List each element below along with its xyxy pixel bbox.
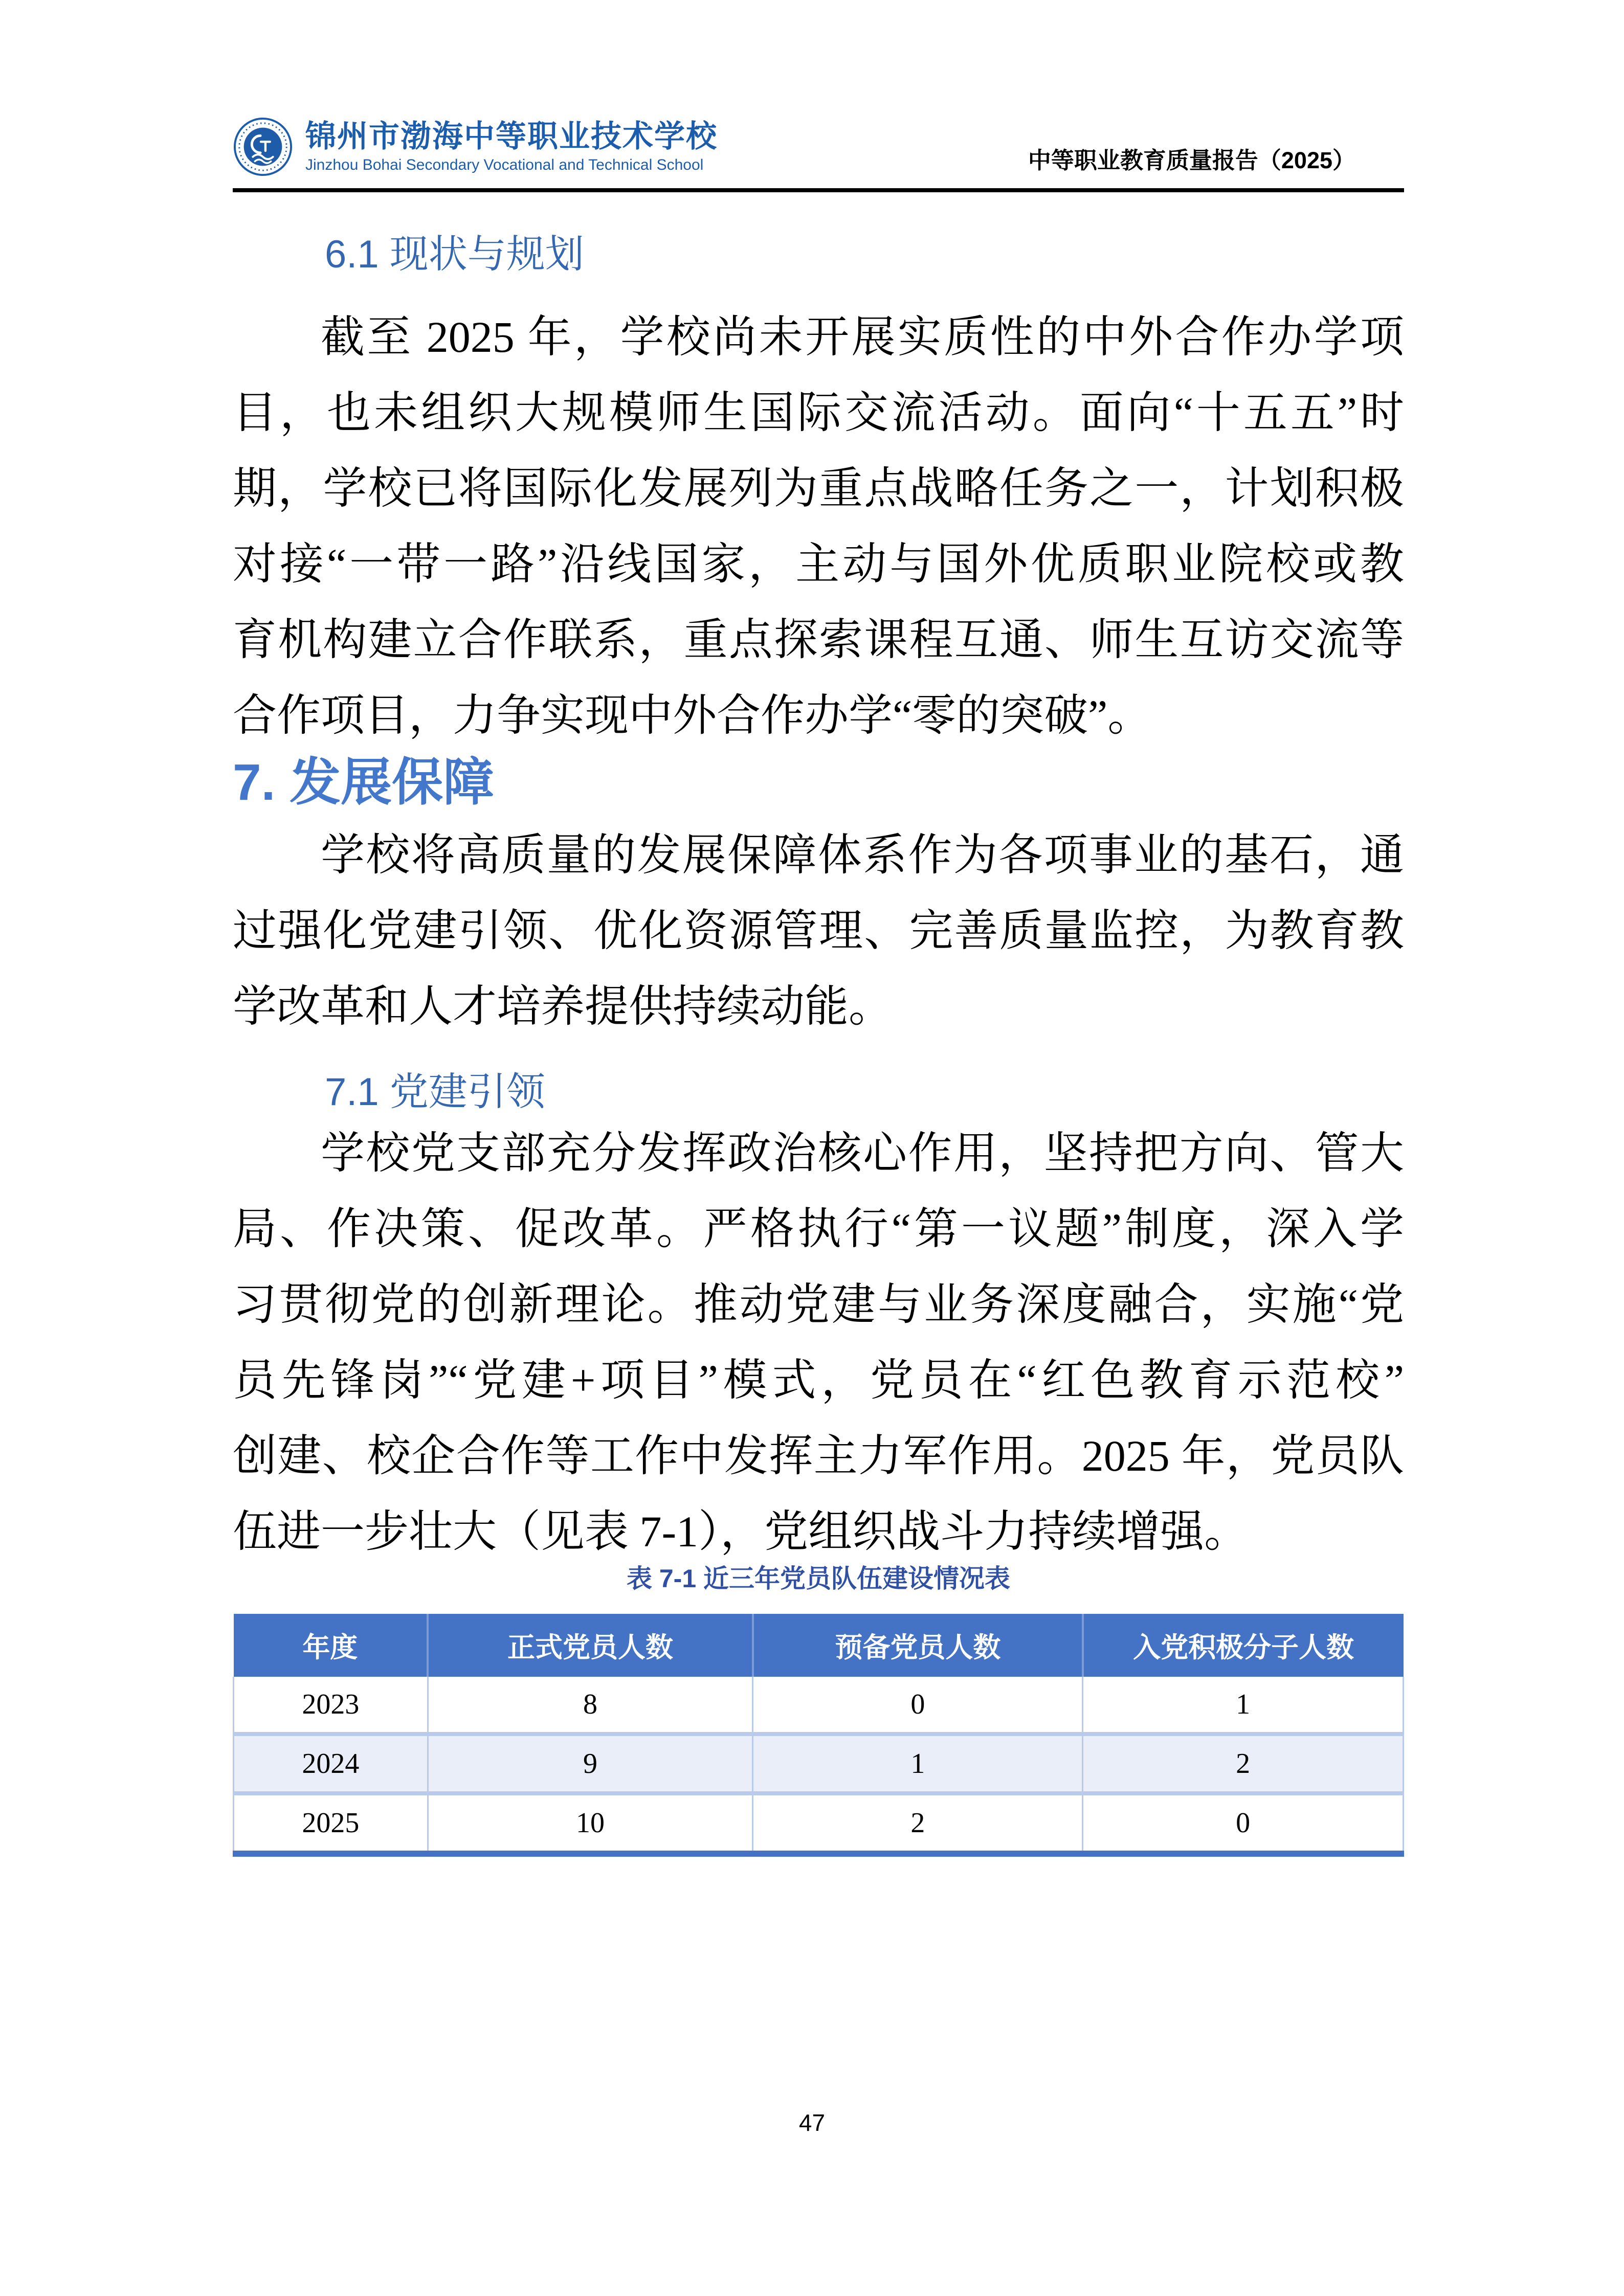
paragraph-7-1 <box>233 1115 1404 1569</box>
section-heading-7: 7. 发展保障 <box>233 754 495 812</box>
table-cell: 10 <box>428 1793 753 1854</box>
table-header-cell: 年度 <box>234 1614 428 1677</box>
body-line: 学校党支部充分发挥政治核心作用，坚持把方向、管大 <box>321 1129 1404 1178</box>
paragraph-7 <box>233 817 1404 1044</box>
table-cell: 0 <box>1083 1793 1404 1854</box>
body-line: 过强化党建引领、优化资源管理、完善质量监控，为教育教 <box>233 906 1404 956</box>
header-left <box>233 117 718 177</box>
table-cell: 2 <box>1083 1734 1404 1793</box>
paragraph-6-1 <box>233 299 1404 753</box>
table-cell: 1 <box>1083 1677 1404 1734</box>
table-header-cell: 正式党员人数 <box>428 1614 753 1677</box>
table-cell: 8 <box>428 1677 753 1734</box>
table-cell: 2023 <box>234 1677 428 1734</box>
body-line: 习贯彻党的创新理论。推动党建与业务深度融合，实施“党 <box>233 1280 1404 1330</box>
table-row <box>234 1734 1404 1793</box>
body-line: 学改革和人才培养提供持续动能。 <box>233 982 893 1031</box>
table-cell: 2024 <box>234 1734 428 1793</box>
report-title: 中等职业教育质量报告（2025） <box>1028 147 1355 173</box>
school-name-zh: 锦州市渤海中等职业技术学校 <box>305 119 718 154</box>
table-cell: 2025 <box>234 1793 428 1854</box>
section-heading-7-1: 7.1 党建引领 <box>325 1070 545 1114</box>
school-logo-icon <box>233 117 293 177</box>
school-name-block <box>305 119 718 174</box>
body-line: 目，也未组织大规模师生国际交流活动。面向“十五五”时 <box>233 388 1404 438</box>
header-rule <box>233 188 1404 192</box>
table-row <box>234 1677 1404 1734</box>
table-cell: 1 <box>753 1734 1083 1793</box>
page-number: 47 <box>798 2109 826 2136</box>
party-member-table <box>233 1614 1404 1857</box>
table-header-row <box>234 1614 1404 1677</box>
body-line: 育机构建立合作联系，重点探索课程互通、师生互访交流等 <box>233 615 1404 665</box>
table-cell: 9 <box>428 1734 753 1793</box>
table-caption: 表 7-1 近三年党员队伍建设情况表 <box>626 1564 1011 1593</box>
body-line: 学校将高质量的发展保障体系作为各项事业的基石，通 <box>321 830 1404 880</box>
table-header-cell: 预备党员人数 <box>753 1614 1083 1677</box>
body-line: 伍进一步壮大（见表 7-1），党组织战斗力持续增强。 <box>233 1507 1249 1557</box>
body-line: 合作项目，力争实现中外合作办学“零的突破”。 <box>233 691 1152 740</box>
school-name-en: Jinzhou Bohai Secondary Vocational and Technical School <box>305 156 704 174</box>
body-line: 期，学校已将国际化发展列为重点战略任务之一，计划积极 <box>233 464 1404 513</box>
body-line: 员先锋岗”“党建+项目”模式，党员在“红色教育示范校” <box>233 1356 1404 1405</box>
body-line: 对接“一带一路”沿线国家，主动与国外优质职业院校或教 <box>233 539 1404 589</box>
body-line: 局、作决策、促改革。严格执行“第一议题”制度，深入学 <box>233 1204 1404 1254</box>
section-heading-6-1: 6.1 现状与规划 <box>325 233 584 276</box>
body-line: 截至 2025 年，学校尚未开展实质性的中外合作办学项 <box>321 312 1404 362</box>
page-header <box>233 117 1404 177</box>
table-cell: 2 <box>753 1793 1083 1854</box>
body-line: 创建、校企合作等工作中发挥主力军作用。2025 年，党员队 <box>233 1431 1404 1481</box>
table-row <box>234 1793 1404 1854</box>
table-header-cell: 入党积极分子人数 <box>1083 1614 1404 1677</box>
table-cell: 0 <box>753 1677 1083 1734</box>
